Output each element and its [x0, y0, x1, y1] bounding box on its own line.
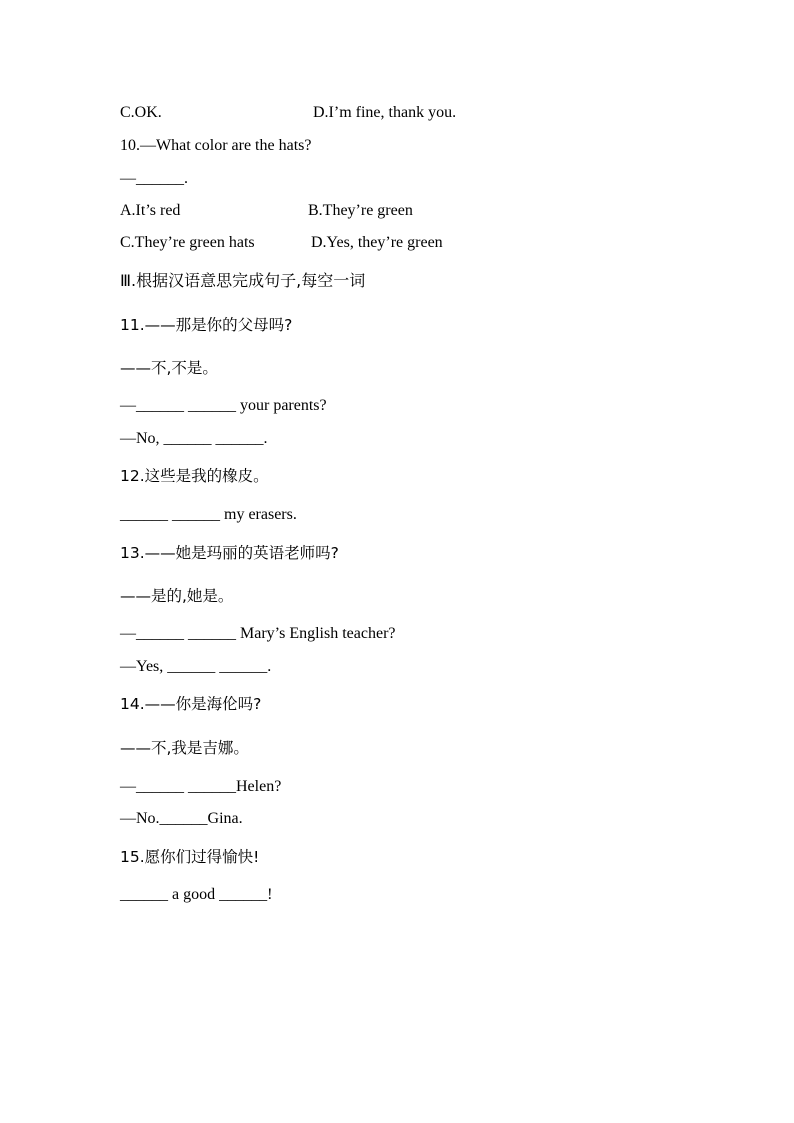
- q10-option-a: A.It’s red: [120, 202, 181, 219]
- q13-prompt: 13.——她是玛丽的英语老师吗?: [120, 544, 339, 562]
- q10-option-b: B.They’re green: [308, 202, 413, 219]
- q10-question: 10.—What color are the hats?: [120, 137, 312, 154]
- q10-option-c: C.They’re green hats: [120, 234, 255, 251]
- q14-prompt-answer: ——不,我是吉娜。: [120, 739, 249, 757]
- q11-line-1: —______ ______ your parents?: [120, 397, 327, 414]
- q13-prompt-answer: ——是的,她是。: [120, 587, 234, 605]
- section-3-heading: Ⅲ.根据汉语意思完成句子,每空一词: [120, 271, 366, 290]
- q12-prompt: 12.这些是我的橡皮。: [120, 467, 269, 485]
- q10-answer-blank: —______.: [120, 170, 188, 187]
- q15-prompt: 15.愿你们过得愉快!: [120, 848, 260, 866]
- q12-line-1: ______ ______ my erasers.: [120, 506, 297, 523]
- q14-line-2: —No.______Gina.: [120, 810, 243, 827]
- q11-prompt-answer: ——不,不是。: [120, 359, 218, 377]
- q14-line-1: —______ ______Helen?: [120, 778, 282, 795]
- q9-option-c: C.OK.: [120, 104, 162, 121]
- q11-prompt: 11.——那是你的父母吗?: [120, 316, 293, 334]
- q13-line-1: —______ ______ Mary’s English teacher?: [120, 625, 396, 642]
- q15-line-1: ______ a good ______!: [120, 886, 273, 903]
- q14-prompt: 14.——你是海伦吗?: [120, 695, 262, 713]
- q13-line-2: —Yes, ______ ______.: [120, 658, 272, 675]
- q11-line-2: —No, ______ ______.: [120, 430, 268, 447]
- q10-option-d: D.Yes, they’re green: [311, 234, 443, 251]
- q9-option-d: D.I’m fine, thank you.: [313, 104, 457, 121]
